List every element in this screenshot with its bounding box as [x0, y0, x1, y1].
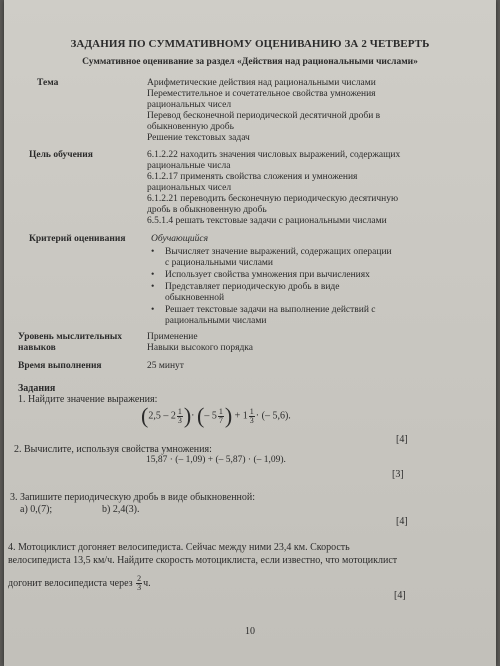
level-label: Уровень мыслительных навыков: [18, 332, 122, 353]
time-value: 25 минут: [147, 361, 184, 371]
criteria-item: • Вычисляет значение выражений, содержащих операции с рациональными числами: [151, 247, 392, 268]
task-2-text: 2. Вычислите, используя свойства умножения:: [14, 444, 212, 455]
topic-line: Решение текстовых задач: [147, 133, 250, 143]
task-3-option-a: а) 0,(7);: [20, 504, 53, 515]
criteria-item: • Представляет периодическую дробь в виде обыкновенной: [151, 282, 340, 303]
task-3-mark: [4]: [396, 516, 408, 527]
goal-line: рациональных чисел: [147, 183, 232, 193]
time-label: Время выполнения: [18, 361, 102, 371]
criteria-item: • Использует свойства умножения при вычислениях: [151, 270, 370, 280]
goal-line: 6.1.2.21 переводить бесконечную периодическую десятичную: [147, 194, 399, 204]
topic-line: Переместительное и сочетательное свойства умножения: [147, 89, 376, 99]
task-2-expression: 15,87 · (– 1,09) + (– 5,87) · (– 1,09).: [146, 455, 286, 465]
topic-line: Перевод бесконечной периодической десятичной дроби в: [147, 111, 381, 121]
topic-label: Тема: [37, 78, 59, 88]
level-value: Применение Навыки высокого порядка: [147, 332, 253, 353]
worksheet-page: [4, 0, 496, 666]
task-3-text: 3. Запишите периодическую дробь в виде обыкновенной:: [10, 492, 256, 503]
goal-label: Цель обучения: [29, 150, 93, 160]
goal-line: 6.1.2.17 применять свойства сложения и умножения: [147, 172, 358, 182]
topic-value: [147, 78, 397, 144]
goal-line: 6.5.1.4 решать текстовые задачи с рациональными числами: [147, 216, 387, 226]
criteria-lead: Обучающийся: [151, 234, 209, 244]
criteria-list: [147, 247, 397, 327]
task-1-expression: (2,5 – 2 $\frac{1}{3}$ )· (– 5 $\frac{1}{7}$ ) + 1 $\frac{1}{3}$ · (– 5,6).: [141, 403, 291, 428]
task-4-mark: [4]: [394, 590, 406, 601]
task-2-mark: [3]: [392, 469, 404, 480]
page-number: 10: [245, 626, 255, 637]
task-1-mark: [4]: [396, 434, 408, 445]
goal-line: 6.1.2.22 находить значения числовых выражений, содержащих: [147, 150, 401, 160]
criteria-item: • Решает текстовые задачи на выполнение действий с рациональными числами: [151, 305, 376, 326]
task-1-text: 1. Найдите значение выражения:: [18, 394, 158, 405]
topic-line: Арифметические действия над рациональными числами: [147, 78, 376, 88]
topic-line: рациональных чисел: [147, 100, 232, 110]
criteria-value: [147, 234, 397, 328]
goal-line: рациональные числа: [147, 161, 231, 171]
task-3-option-b: b) 2,4(3).: [102, 504, 140, 515]
criteria-label: Критерий оценивания: [29, 234, 126, 244]
task-4-text: 4. Мотоциклист догоняет велосипедиста. Сейчас между ними 23,4 км. Скорость велосипедиста 13,5 км/ч. Найдите скорость мотоциклиста, если известно, что мотоциклист догонит велосипедиста через $\frac{2}{3}$ ч.: [8, 542, 398, 592]
page-title: ЗАДАНИЯ ПО СУММАТИВНОМУ ОЦЕНИВАНИЮ ЗА 2 ЧЕТВЕРТЬ: [70, 38, 430, 50]
goal-line: дробь в обыкновенную дробь: [147, 205, 267, 215]
topic-line: обыкновенную дробь: [147, 122, 234, 132]
goal-value: [147, 150, 401, 227]
page-subtitle: Суммативное оценивание за раздел «Действия над рациональными числами»: [82, 57, 418, 67]
tasks-heading: Задания: [18, 383, 56, 394]
